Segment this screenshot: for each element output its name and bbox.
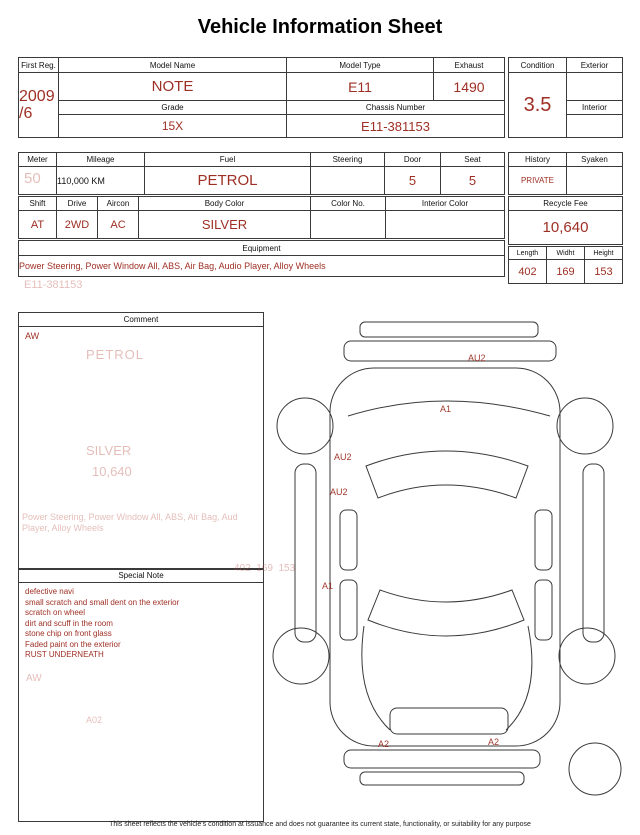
hood-line-right (506, 626, 532, 730)
damage-label-au2-left-upper: AU2 (334, 452, 352, 462)
page-title: Vehicle Information Sheet (197, 16, 443, 38)
syaken-value (567, 167, 623, 195)
mileage-value: 110,000 KM (57, 167, 145, 195)
right-rocker-panel (583, 464, 604, 642)
color-no-value (311, 211, 386, 239)
hood-line-left (362, 626, 390, 730)
damage-label-a1-left: A1 (322, 581, 334, 591)
first-reg-month: /6 (19, 105, 33, 122)
front-grille (390, 708, 508, 734)
special-note-header: Special Note (19, 569, 263, 583)
spare-tire (569, 743, 621, 795)
ghost-text: AW (26, 673, 42, 684)
ghost-text: 50 (24, 170, 41, 187)
history-table (508, 152, 623, 195)
seat-value: 5 (441, 167, 505, 195)
shift-header: Shift (19, 197, 57, 211)
ghost-text: PETROL (86, 347, 145, 362)
equipment-table (18, 240, 505, 277)
damage-label-a2-front-left: A2 (378, 739, 390, 749)
recycle-fee-value: 10,640 (509, 211, 623, 245)
door-left-rear (340, 510, 357, 570)
wheel-front-left (273, 628, 329, 684)
seat-header: Seat (441, 153, 505, 167)
body-outline (330, 368, 560, 746)
aircon-header: Aircon (98, 197, 139, 211)
ghost-text: A02 (86, 715, 103, 725)
equipment-header: Equipment (19, 241, 505, 256)
rear-bumper-outer (360, 322, 538, 337)
note-line: dirt and scuff in the room (25, 618, 113, 628)
model-name-value: NOTE (59, 73, 287, 101)
door-value: 5 (385, 167, 441, 195)
door-right-front (535, 580, 552, 640)
mileage-header: Mileage (57, 153, 145, 167)
note-line: small scratch and small dent on the exterior (25, 597, 180, 607)
width-value: 169 (547, 260, 585, 284)
disclaimer-text: This sheet reflects the vehicle's condition at issuance and does not guarantee its current state, functionality, or suitability for any purpose (109, 821, 531, 828)
height-header: Height (585, 247, 623, 260)
dimensions-table (508, 246, 623, 284)
chassis-header: Chassis Number (287, 101, 505, 115)
length-value: 402 (509, 260, 547, 284)
door-right-rear (535, 510, 552, 570)
ghost-text: 10,640 (92, 464, 132, 479)
ghost-text: 402 169 153 (234, 563, 296, 574)
mid-table-a (18, 152, 505, 195)
door-header: Door (385, 153, 441, 167)
drive-value: 2WD (57, 211, 98, 239)
rear-bumper-inner (344, 341, 556, 361)
first-reg-header: First Reg. (19, 58, 59, 73)
mid-table-b (18, 196, 505, 239)
first-reg-year: 2009 (19, 88, 55, 105)
rear-window (366, 451, 528, 498)
note-line: RUST UNDERNEATH (25, 650, 104, 659)
fuel-header: Fuel (145, 153, 311, 167)
history-header: History (509, 153, 567, 167)
condition-value: 3.5 (509, 73, 567, 138)
damage-label-a1-rear: A1 (440, 404, 452, 414)
exterior-value (567, 73, 623, 101)
color-no-header: Color No. (311, 197, 386, 211)
door-left-front (340, 580, 357, 640)
body-color-value: SILVER (139, 211, 311, 239)
exterior-header: Exterior (567, 58, 623, 73)
drive-header: Drive (57, 197, 98, 211)
special-note-lines (19, 583, 263, 665)
recycle-fee-header: Recycle Fee (509, 197, 623, 211)
syaken-header: Syaken (567, 153, 623, 167)
model-type-header: Model Type (287, 58, 434, 73)
ghost-text: SILVER (86, 443, 132, 458)
body-color-header: Body Color (139, 197, 311, 211)
interior-color-header: Interior Color (386, 197, 505, 211)
left-rocker-panel (295, 464, 316, 642)
condition-header: Condition (509, 58, 567, 73)
steering-value (311, 167, 385, 195)
top-left-table (18, 57, 505, 138)
ghost-text: Power Steering, Power Window All, ABS, Air Bag, Aud Player, Alloy Wheels (22, 512, 238, 533)
front-bumper-outer (344, 750, 540, 768)
windshield (368, 590, 524, 636)
interior-color-value (386, 211, 505, 239)
first-reg-value (19, 73, 59, 138)
exhaust-header: Exhaust (434, 58, 505, 73)
top-right-table (508, 57, 623, 138)
note-line: scratch on wheel (25, 608, 86, 617)
fuel-value: PETROL (145, 167, 311, 195)
model-name-header: Model Name (59, 58, 287, 73)
width-header: Widht (547, 247, 585, 260)
shift-value: AT (19, 211, 57, 239)
length-header: Length (509, 247, 547, 260)
interior-header: Interior (567, 101, 623, 115)
wheel-rear-left (277, 398, 333, 454)
comment-header: Comment (19, 313, 263, 327)
note-line: Faded paint on the exterior (25, 639, 121, 649)
note-line: defective navi (25, 587, 74, 596)
grade-value: 15X (59, 115, 287, 138)
model-type-value: E11 (287, 73, 434, 101)
ghost-text: E11-381153 (24, 279, 83, 291)
comment-value: AW (25, 331, 40, 341)
wheel-rear-right (557, 398, 613, 454)
grade-header: Grade (59, 101, 287, 115)
history-value: PRIVATE (509, 167, 567, 195)
equipment-value: Power Steering, Power Window All, ABS, Air Bag, Audio Player, Alloy Wheels (19, 256, 505, 277)
wheel-front-right (559, 628, 615, 684)
aircon-value: AC (98, 211, 139, 239)
chassis-value: E11-381153 (287, 115, 505, 138)
note-line: stone chip on front glass (25, 629, 112, 638)
steering-header: Steering (311, 153, 385, 167)
damage-label-au2-left-lower: AU2 (330, 487, 348, 497)
car-diagram (268, 314, 632, 796)
recycle-fee-table (508, 196, 623, 245)
damage-label-a2-front-right: A2 (488, 737, 500, 747)
interior-value (567, 115, 623, 138)
exhaust-value: 1490 (434, 73, 505, 101)
height-value: 153 (585, 260, 623, 284)
front-bumper-inner (360, 772, 524, 785)
special-note-box (18, 568, 264, 822)
damage-label-au2-rear: AU2 (468, 353, 486, 363)
meter-header: Meter (19, 153, 57, 167)
